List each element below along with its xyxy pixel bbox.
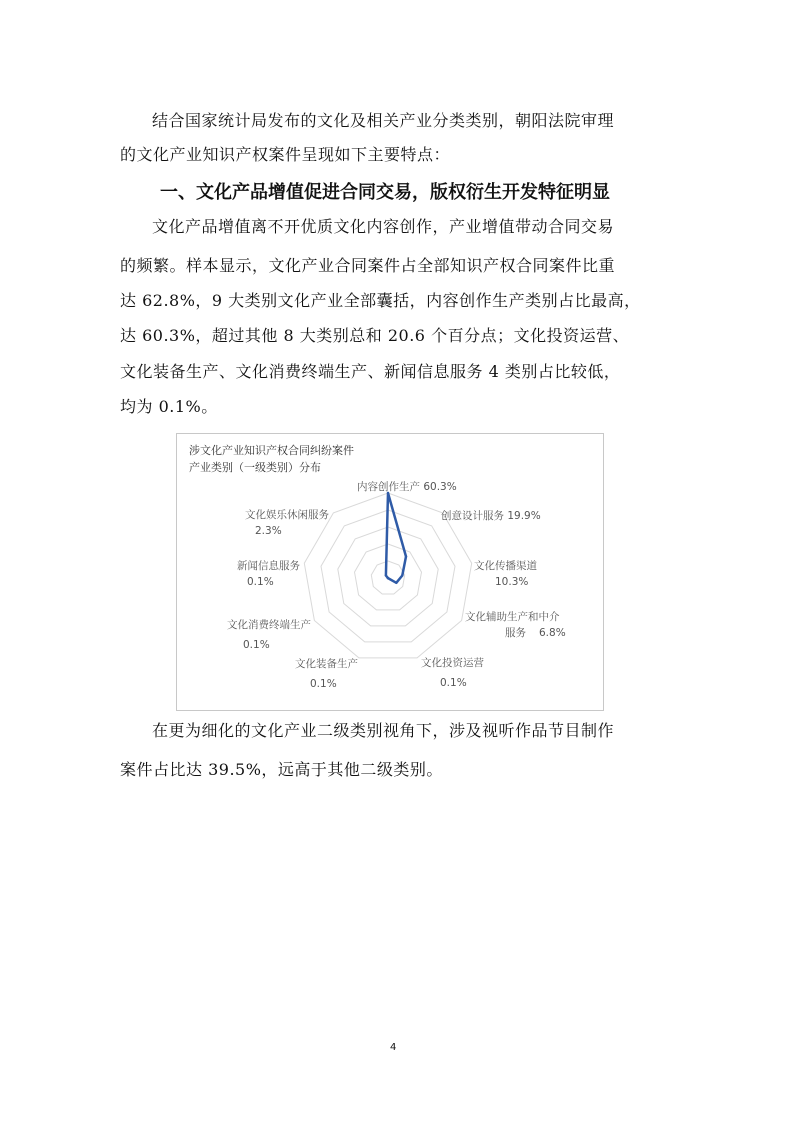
chart-title-line-1: 涉文化产业知识产权合同纠纷案件 <box>189 444 354 457</box>
data-label: 10.3% <box>495 576 529 588</box>
after-chart-line-2: 案件占比达 39.5%，远高于其他二级类别。 <box>120 760 443 779</box>
radar-svg <box>177 434 603 710</box>
radar-chart <box>176 433 604 711</box>
section-heading: 一、文化产品增值促进合同交易，版权衍生开发特征明显 <box>160 182 610 203</box>
data-label: 0.1% <box>243 639 270 651</box>
axis-label: 内容创作生产 60.3% <box>357 481 457 493</box>
data-label: 0.1% <box>440 677 467 689</box>
data-label: 0.1% <box>247 576 274 588</box>
axis-label: 服务 <box>505 627 526 639</box>
axis-label: 文化娱乐休闲服务 <box>245 509 329 521</box>
data-point <box>395 582 397 584</box>
axis-label: 新闻信息服务 <box>237 560 300 572</box>
body-line-5: 文化装备生产、文化消费终端生产、新闻信息服务 4 类别占比较低， <box>120 362 621 381</box>
axis-label: 文化装备生产 <box>295 658 358 670</box>
after-chart-line-1: 在更为细化的文化产业二级类别视角下，涉及视听作品节目制作 <box>152 721 615 740</box>
axis-label: 文化辅助生产和中介 <box>465 611 560 623</box>
body-line-1: 文化产品增值离不开优质文化内容创作，产业增值带动合同交易 <box>152 217 615 236</box>
axis-label: 文化消费终端生产 <box>227 619 311 631</box>
data-label: 2.3% <box>255 525 282 537</box>
data-label: 0.1% <box>310 678 337 690</box>
axis-label: 文化传播渠道 <box>474 560 537 572</box>
chart-title-line-2: 产业类别（一级类别）分布 <box>189 461 321 474</box>
body-line-3: 达 62.8%，9 大类别文化产业全部囊括，内容创作生产类别占比最高， <box>120 291 641 310</box>
body-line-2: 的频繁。样本显示，文化产业合同案件占全部知识产权合同案件比重 <box>120 256 616 275</box>
intro-line-2: 的文化产业知识产权案件呈现如下主要特点： <box>120 145 451 164</box>
data-point <box>385 574 387 576</box>
data-point <box>405 555 407 557</box>
page-number: 4 <box>390 1042 397 1053</box>
body-line-4: 达 60.3%，超过其他 8 大类别总和 20.6 个百分点；文化投资运营、 <box>120 326 630 345</box>
axis-label: 文化投资运营 <box>421 657 484 669</box>
intro-line-1: 结合国家统计局发布的文化及相关产业分类类别，朝阳法院审理 <box>152 111 615 130</box>
data-label: 6.8% <box>539 627 566 639</box>
series-line <box>386 493 406 583</box>
data-point <box>401 574 403 576</box>
axis-label: 创意设计服务 19.9% <box>441 510 541 522</box>
body-line-6: 均为 0.1%。 <box>120 397 218 416</box>
data-point <box>387 577 389 579</box>
